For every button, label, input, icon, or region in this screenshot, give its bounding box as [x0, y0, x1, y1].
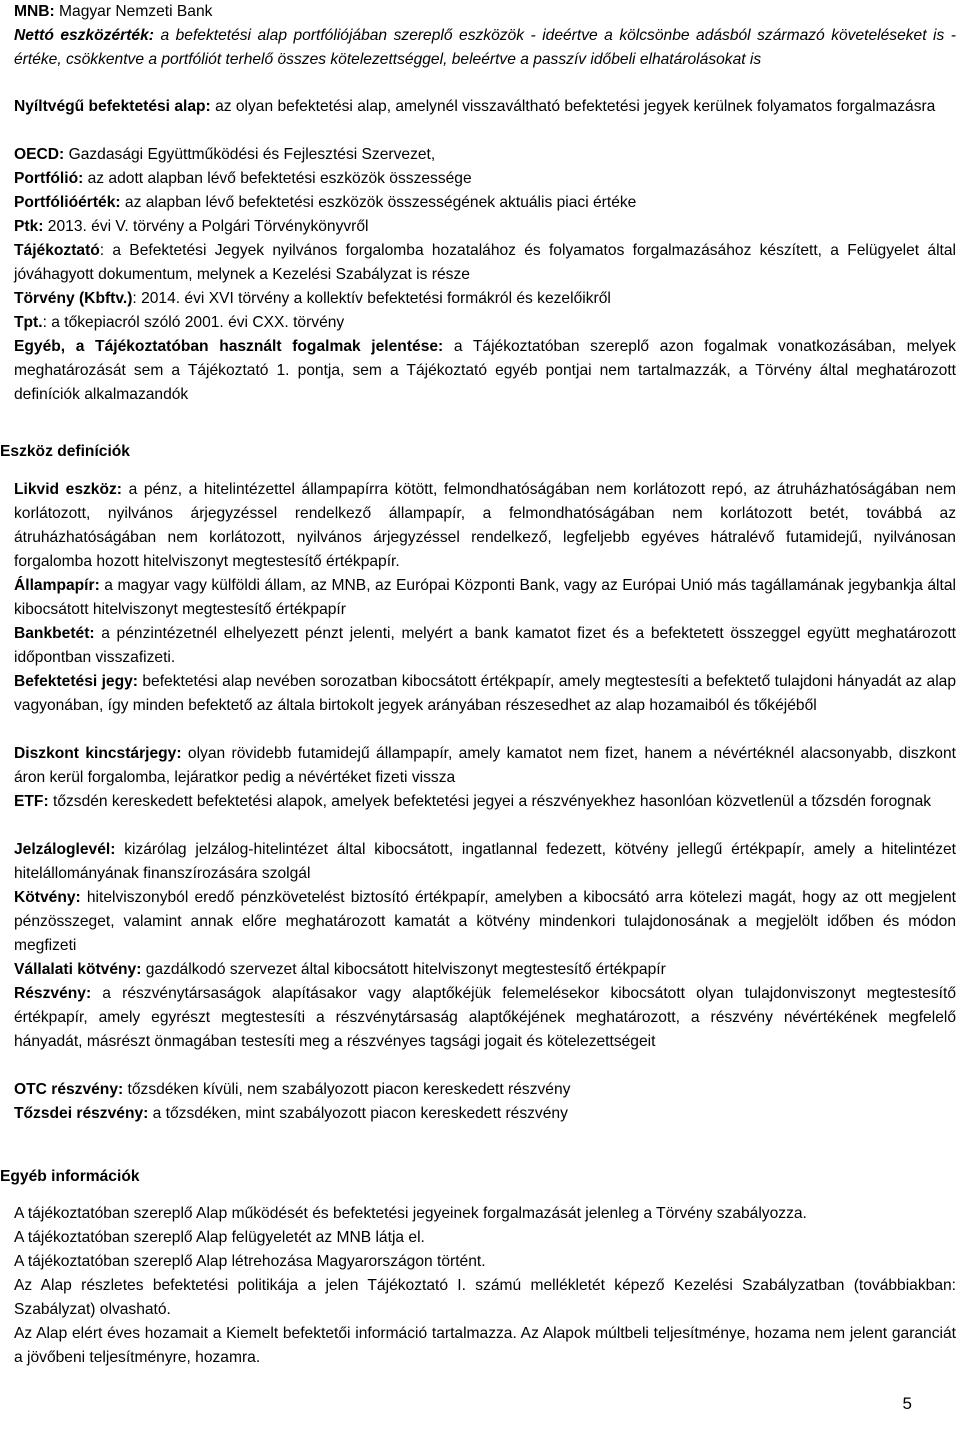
definition-term: Tpt. [14, 314, 43, 331]
definition-term: Jelzáloglevél: [14, 841, 116, 858]
definition-mnb [14, 0, 956, 24]
definition-likvid-eszkoz [14, 478, 956, 574]
definition-term: Vállalati kötvény: [14, 961, 142, 978]
definition-term: Állampapír: [14, 577, 100, 594]
definition-text: kizárólag jelzálog-hitelintézet által kibocsátott, ingatlannal fedezett, kötvény jellegű értékpapír, amely a hitelintézet hitelállományának finanszírozására szolgál [14, 841, 956, 882]
definition-text: olyan rövidebb futamidejű állampapír, amely kamatot nem fizet, hanem a névértéknél alacsonyabb, diszkont áron kerül forgalomba, lejáratkor pedig a névértéket fizeti vissza [14, 745, 956, 786]
definition-text: : a Befektetési Jegyek nyilvános forgalomba hozatalához és folyamatos forgalmazásához készített, a Felügyelet által jóváhagyott dokumentum, melynek a Kezelési Szabályzat is része [14, 242, 956, 283]
other-info-line: A tájékoztatóban szereplő Alap létrehozása Magyarországon történt. [14, 1253, 486, 1270]
definition-term: Részvény: [14, 985, 92, 1002]
definition-vallalati-kotveny [14, 958, 956, 982]
definition-term: Likvid eszköz: [14, 481, 122, 498]
definition-text: befektetési alap nevében sorozatban kibocsátott értékpapír, amely megtestesíti a befektető tulajdoni hányadát az alap vagyonában, így minden befektető az általa birtokolt jegyek arányában részesedhet az alap hozamaiból és tőkéjéből [14, 673, 956, 714]
definition-text: Magyar Nemzeti Bank [54, 3, 213, 20]
definition-allampapir [14, 574, 956, 622]
definition-term: Portfólióérték: [14, 194, 121, 211]
definition-bankbetet [14, 622, 956, 670]
definition-text: Gazdasági Együttműködési és Fejlesztési Szervezet, [64, 146, 436, 163]
definition-term: Portfólió: [14, 170, 84, 187]
definition-tozsdei-reszveny [14, 1102, 956, 1126]
definition-term: Nyíltvégű befektetési alap: [14, 98, 211, 115]
other-info-line: Az Alap részletes befektetési politikája a jelen Tájékoztató I. számú mellékletét képező Kezelési Szabályzatban (továbbiakban: Szabályzat) olvasható. [14, 1277, 956, 1318]
definition-term: Törvény (Kbftv.) [14, 290, 133, 307]
definition-text: 2013. évi V. törvény a Polgári Törvénykönyvről [43, 218, 369, 235]
definition-oecd [14, 143, 956, 167]
definition-reszveny [14, 982, 956, 1054]
definition-befektetesi-jegy [14, 670, 956, 718]
definition-otc-reszveny [14, 1078, 956, 1102]
definition-text: az alapban lévő befektetési eszközök összességének aktuális piaci értéke [120, 194, 637, 211]
definition-text: hitelviszonyból eredő pénzkövetelést biztosító értékpapír, amelyben a kibocsátó arra kötelezi magát, hogy az ott megjelent pénzösszeget, valamint annak előre meghatározott kamatát a kötvény mindenkori tulajdonosának a megjelölt időben és módon megfizeti [14, 889, 956, 954]
other-info-line: A tájékoztatóban szereplő Alap működését és befektetési jegyeinek forgalmazását jelenleg a Törvény szabályozza. [14, 1205, 807, 1222]
section-title-other-info: Egyéb információk [0, 1168, 140, 1185]
definition-kotveny [14, 886, 956, 958]
definition-term: OECD: [14, 146, 65, 163]
definition-tajekoztato [14, 239, 956, 287]
definition-term: Diszkont kincstárjegy: [14, 745, 182, 762]
definition-text: gazdálkodó szervezet által kibocsátott hitelviszonyt megtestesítő értékpapír [141, 961, 666, 978]
definition-term: Tájékoztató [14, 242, 100, 259]
definition-text: az olyan befektetési alap, amelynél visszaváltható befektetési jegyek kerülnek folyamatos forgalmazásra [210, 98, 936, 115]
definition-text: a tőzsdéken, mint szabályozott piacon kereskedett részvény [148, 1105, 568, 1122]
definition-text: a Tájékoztatóban szereplő azon fogalmak vonatkozásában, melyek meghatározását sem a Tájékoztató 1. pontja, sem a Tájékoztató egyéb pontjai nem tartalmazzák, a Törvény által meghatározott definíciók alkalmazandók [14, 338, 956, 403]
definition-term: Befektetési jegy: [14, 673, 138, 690]
definition-jelzaloglevel [14, 838, 956, 886]
definition-ptk [14, 215, 956, 239]
section-title-asset-definitions: Eszköz definíciók [0, 443, 130, 460]
other-info-line: A tájékoztatóban szereplő Alap felügyeletét az MNB látja el. [14, 1229, 425, 1246]
definition-text: a pénz, a hitelintézettel állampapírra kötött, felmondhatóságában nem korlátozott repó, az átruházhatóságában nem korlátozott, nyilvános árjegyzéssel rendelkező állampapír, a felmondhatóságában nem korlátozott betét, továbbá az átruházhatóságában nem korlátozott, nyilvános árjegyzéssel rendelkező, legfeljebb egyéves hátralévő futamidejű, nyilvánosan forgalomba hozott hitelviszonyt megtestesítő értékpapír. [14, 481, 956, 570]
definition-torveny [14, 287, 956, 311]
definition-diszkont-kincstarjegy [14, 742, 956, 790]
definition-term: Ptk: [14, 218, 44, 235]
other-info-line: Az Alap elért éves hozamait a Kiemelt befektetői információ tartalmazza. Az Alapok múltbeli teljesítménye, hozama nem jelent garanciát a jövőbeni teljesítményre, hozamra. [14, 1325, 956, 1366]
definition-term: Nettó eszközérték: [14, 27, 154, 44]
definition-text: : 2014. évi XVI törvény a kollektív befektetési formákról és kezelőikről [132, 290, 611, 307]
definition-term: Bankbetét: [14, 625, 95, 642]
definition-text: a pénzintézetnél elhelyezett pénzt jelenti, melyért a bank kamatot fizet és a befektetett összeggel együtt meghatározott időpontban visszafizeti. [14, 625, 956, 666]
definition-text: a befektetési alap portfóliójában szereplő eszközök - ideértve a kölcsönbe adásból származó követeléseket is - értéke, csökkentve a portfóliót terhelő összes kötelezettséggel, beleértve a passzív időbeli elhatárolásokat is [14, 27, 956, 68]
definition-text: : a tőkepiacról szóló 2001. évi CXX. törvény [42, 314, 345, 331]
definition-tpt [14, 311, 956, 335]
definition-netto-eszkozertek [14, 24, 956, 72]
definition-portfolioertek [14, 191, 956, 215]
definition-term: MNB: [14, 3, 55, 20]
definition-nyiltvegu-alap [14, 95, 956, 119]
definition-term: Kötvény: [14, 889, 81, 906]
definition-term: ETF: [14, 793, 49, 810]
definition-text: tőzsdéken kívüli, nem szabályozott piacon kereskedett részvény [123, 1081, 571, 1098]
definition-etf [14, 790, 956, 814]
definition-term: Egyéb, a Tájékoztatóban használt fogalmak jelentése: [14, 338, 444, 355]
definition-term: Tőzsdei részvény: [14, 1105, 149, 1122]
definition-term: OTC részvény: [14, 1081, 124, 1098]
definition-text: tőzsdén kereskedett befektetési alapok, amelyek befektetési jegyei a részvényekhez hasonlóan közvetlenül a tőzsdén forognak [48, 793, 932, 810]
page-number: 5 [902, 1394, 912, 1413]
definition-text: a magyar vagy külföldi állam, az MNB, az Európai Központi Bank, vagy az Európai Unió más tagállamának jegybankja által kibocsátott hitelviszonyt megtestesítő értékpapír [14, 577, 956, 618]
definition-text: az adott alapban lévő befektetési eszközök összessége [83, 170, 472, 187]
definition-text: a részvénytársaságok alapításakor vagy alaptőkéjük felemelésekor kibocsátott olyan tulajdonviszonyt megtestesítő értékpapír, amely egyrészt megtestesíti a részvénytársaság alaptőkéjének meghatározott, a részvény névértékének megfelelő hányadát, másrészt önmagában testesíti meg a részvényes tagsági jogait és kötelezettségeit [14, 985, 956, 1050]
definition-portfolio [14, 167, 956, 191]
definition-egyeb-fogalmak [14, 335, 956, 407]
